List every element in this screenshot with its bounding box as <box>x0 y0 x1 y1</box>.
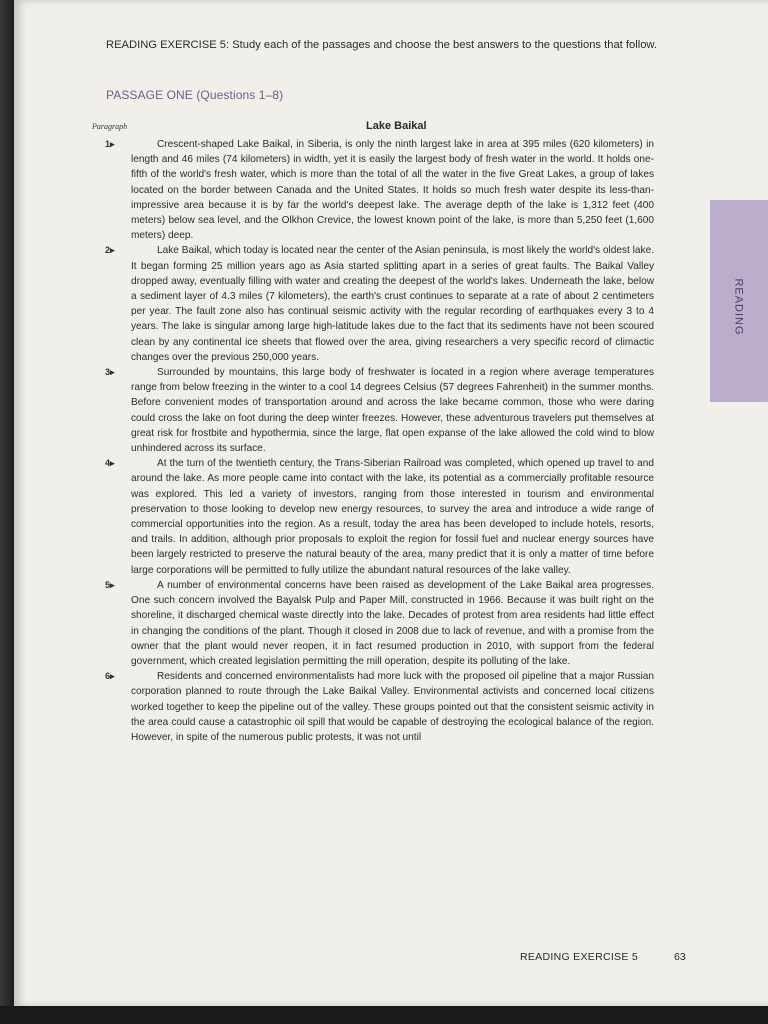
passage-body <box>105 137 654 745</box>
side-tab-label: READING <box>733 278 745 336</box>
book-spine-shadow <box>0 0 14 1006</box>
section-side-tab <box>710 200 768 402</box>
page-number: 63 <box>674 951 686 963</box>
paragraph-1 <box>105 137 654 243</box>
paragraph-text: Lake Baikal, which today is located near the center of the Asian peninsula, is most likely the world's oldest lake. It began forming 25 million years ago as Asia started splitting apart in a series of great faults. The Baikal Valley dropped away, eventually filling with water and creating the deepest of the world's lakes. Underneath the lake, below a sediment layer of 4.3 miles (7 kilometers), the earth's crust continues to separate at a rate of about 2 centimeters per year. The fault zone also has continual seismic activity with the regular recording of earthquakes every 3 to 4 years. The lake is singular among large high-latitude lakes due to the fact that its sediments have not been scoured clean by any continental ice sheets that flowed over the area, giving researchers a very specific record of climactic changes over the previous 250,000 years. <box>131 245 654 363</box>
paragraph-text: At the turn of the twentieth century, the Trans-Siberian Railroad was completed, which opened up travel to and around the lake. As more people came into contact with the lake, its potential as a commercially profitable resource was explored. This led a variety of investors, ranging from those interested in tourism and environmental preservation to those looking to develop new energy resources, to survey the area and introduce a wide range of commercial opportunities into the region. As a result, today the area has been developed to include hotels, resorts, and trails. In addition, although prior proposals to exploit the region for fossil fuel and nuclear energy sources have been largely restricted to preserve the natural beauty of the area, many predict that it is only a matter of time before large corporations will be permitted to fully utilize the abundant natural resources of the lake valley. <box>131 458 654 576</box>
paragraph-text: Crescent-shaped Lake Baikal, in Siberia, is only the ninth largest lake in area at 395 miles (620 kilometers) in length and 46 miles (74 kilometers) in width, yet it is easily the largest body of fresh water in the world. It holds one-fifth of the world's fresh water, which is more than the total of all the water in the five Great Lakes, a group of lakes located on the border between Canada and the United States. It holds so much fresh water despite its less-than-impressive area because it is by far the world's deepest lake. The average depth of the lake is 1,312 feet (400 meters) below sea level, and the Olkhon Crevice, the lowest known point of the lake, is more than 5,250 feet (1,600 meters) deep. <box>131 139 654 242</box>
page-bottom-edge <box>0 1006 768 1024</box>
paragraph-4 <box>105 456 654 578</box>
passage-heading: PASSAGE ONE (Questions 1–8) <box>106 88 284 102</box>
paragraph-3 <box>105 365 654 456</box>
paragraph-column-caption: Paragraph <box>92 122 128 131</box>
footer-section-label: READING EXERCISE 5 <box>520 951 639 963</box>
paragraph-5 <box>105 578 654 669</box>
paragraph-marker-1: 1▸ <box>105 139 115 149</box>
paragraph-marker-5: 5▸ <box>105 579 115 590</box>
paragraph-text: Surrounded by mountains, this large body of freshwater is located in a region where average temperatures range from below freezing in the winter to a cool 14 degrees Celsius (57 degrees Fahrenheit) in the summer months. Before convenient modes of transportation around and across the lake became common, those who were daring could cross the lake on foot during the deep winter freezes. However, these adventurous travelers put themselves at great risk for frostbite and hypothermia, since the large, flat open expanse of the lake allowed the cold wind to blow unhindered across its surface. <box>131 367 654 455</box>
paragraph-marker-6: 6▸ <box>105 671 115 682</box>
paragraph-marker-2: 2▸ <box>105 245 115 256</box>
paragraph-marker-3: 3▸ <box>105 367 115 378</box>
exercise-instructions: READING EXERCISE 5: Study each of the passages and choose the best answers to the questions that follow. <box>106 39 657 51</box>
paragraph-marker-4: 4▸ <box>105 458 115 469</box>
paragraph-6 <box>105 669 654 745</box>
paragraph-2 <box>105 243 654 365</box>
passage-title: Lake Baikal <box>366 120 427 132</box>
paragraph-text: Residents and concerned environmentalists had more luck with the proposed oil pipeline that a major Russian corporation planned to route through the Lake Baikal Valley. Environmental activists and concerned local citizens worked together to keep the pipeline out of the valley. These groups pointed out that the consistent seismic activity in the area could cause a catastrophic oil spill that would be capable of destroying the ecological balance of the region. However, in spite of the numerous public protests, it was not until <box>131 671 654 743</box>
paragraph-text: A number of environmental concerns have been raised as development of the Lake Baikal area progresses. One such concern involved the Bayalsk Pulp and Paper Mill, constructed in 1966. Because it was built right on the shoreline, it discharged chemical waste directly into the lake. Decades of protest from area residents had little effect in changing the conditions of the plant. Though it closed in 2008 due to lack of revenue, and with a promise from the owner that the plant would never reopen, it in fact resumed production in 2010, with support from the federal government, which created legislation permitting the mill operation, despite its polluting of the lake. <box>131 579 654 667</box>
